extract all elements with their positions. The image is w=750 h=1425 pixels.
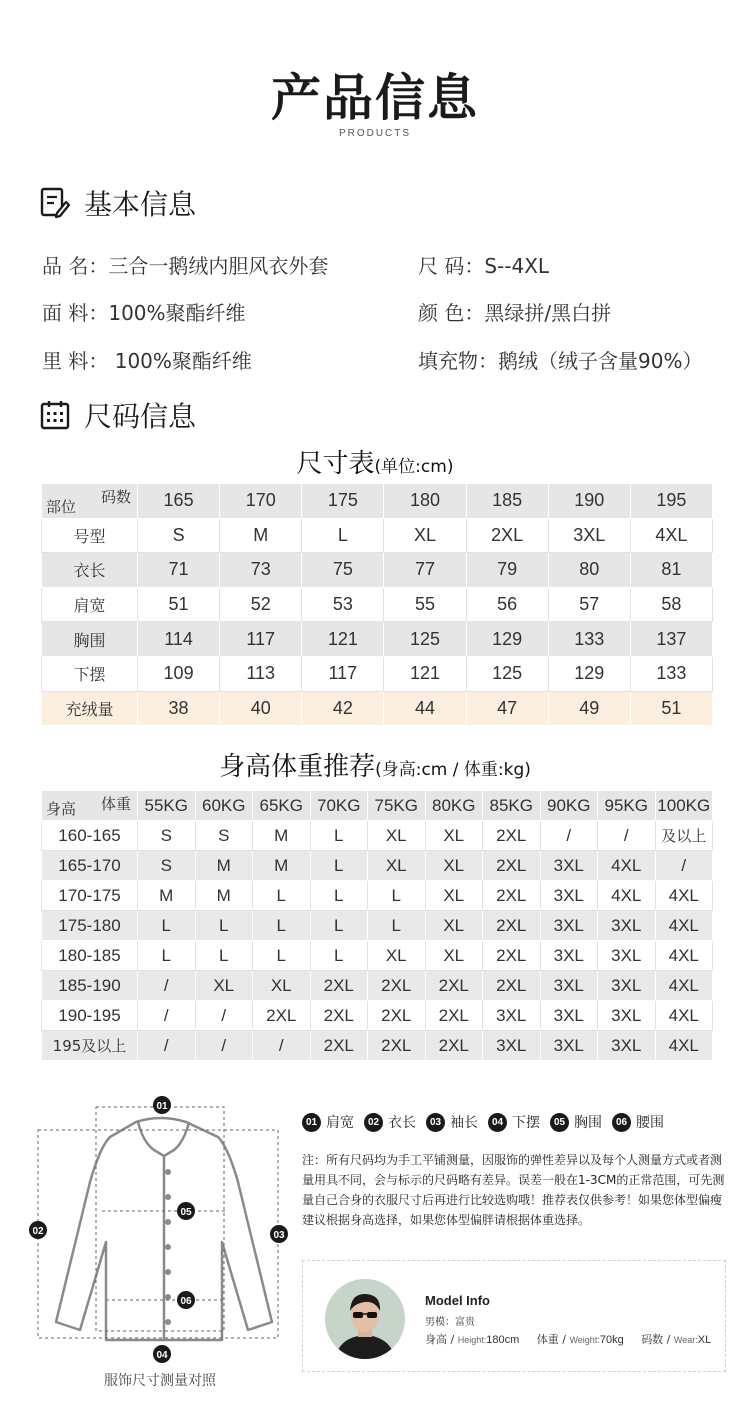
column-header: 180 bbox=[384, 484, 466, 519]
legend-item bbox=[426, 1112, 478, 1132]
table-cell: 80 bbox=[548, 553, 630, 588]
table-cell: L bbox=[253, 881, 311, 911]
table-row bbox=[42, 851, 713, 881]
size-info-heading bbox=[40, 395, 196, 435]
model-size: XL bbox=[697, 1334, 712, 1346]
table-cell: 3XL bbox=[598, 941, 656, 971]
table-cell: 2XL bbox=[310, 971, 368, 1001]
table-cell: 51 bbox=[630, 691, 712, 726]
table-cell: 53 bbox=[302, 587, 384, 622]
table-cell: L bbox=[195, 941, 253, 971]
size-info-title: 尺码信息 bbox=[84, 400, 197, 433]
table-cell: 3XL bbox=[598, 1001, 656, 1031]
model-avatar bbox=[325, 1279, 405, 1359]
table-cell: XL bbox=[368, 851, 426, 881]
recommend-table-header bbox=[42, 791, 713, 821]
table-row bbox=[42, 553, 713, 588]
table-cell: 3XL bbox=[540, 1001, 598, 1031]
table-cell: XL bbox=[425, 821, 483, 851]
legend-label: 胸围 bbox=[574, 1115, 602, 1131]
table-cell: 3XL bbox=[540, 881, 598, 911]
table-cell: / bbox=[138, 1001, 196, 1031]
row-label: 160-165 bbox=[42, 821, 138, 851]
table-cell: S bbox=[138, 821, 196, 851]
model-height: 180cm bbox=[486, 1334, 520, 1346]
table-cell: S bbox=[138, 851, 196, 881]
table-cell: 52 bbox=[220, 587, 302, 622]
measurement-legend bbox=[302, 1112, 664, 1132]
table-cell: 3XL bbox=[598, 911, 656, 941]
table-cell: 2XL bbox=[368, 1001, 426, 1031]
table-cell: XL bbox=[253, 971, 311, 1001]
table-cell: 2XL bbox=[483, 851, 541, 881]
model-info-card bbox=[302, 1260, 726, 1372]
legend-item bbox=[364, 1112, 416, 1132]
table-cell: 4XL bbox=[630, 518, 712, 553]
table-cell: 4XL bbox=[598, 851, 656, 881]
model-size-en: Wear: bbox=[673, 1335, 698, 1345]
basic-info-title: 基本信息 bbox=[84, 188, 197, 221]
table-cell: 117 bbox=[302, 656, 384, 691]
legend-label: 腰围 bbox=[636, 1115, 664, 1131]
table-cell: 49 bbox=[548, 691, 630, 726]
table-cell: M bbox=[253, 821, 311, 851]
table-cell: 4XL bbox=[598, 881, 656, 911]
table-cell: 3XL bbox=[540, 911, 598, 941]
column-header: 185 bbox=[466, 484, 548, 519]
table-cell: 2XL bbox=[483, 881, 541, 911]
table-cell: 2XL bbox=[466, 518, 548, 553]
table-cell: L bbox=[138, 911, 196, 941]
table-cell: L bbox=[253, 911, 311, 941]
row-label: 下摆 bbox=[42, 656, 138, 691]
table-cell: 4XL bbox=[655, 881, 713, 911]
table-cell: 2XL bbox=[425, 1001, 483, 1031]
row-label: 185-190 bbox=[42, 971, 138, 1001]
table-row bbox=[42, 656, 713, 691]
column-header: 90KG bbox=[540, 791, 598, 821]
size-table-title-text: 尺寸表 bbox=[296, 449, 375, 479]
row-label: 180-185 bbox=[42, 941, 138, 971]
table-cell: XL bbox=[425, 851, 483, 881]
table-cell: / bbox=[655, 851, 713, 881]
table-cell: M bbox=[195, 881, 253, 911]
legend-number: 01 bbox=[302, 1113, 321, 1132]
column-header: 100KG bbox=[655, 791, 713, 821]
table-cell: 75 bbox=[302, 553, 384, 588]
legend-number: 03 bbox=[426, 1113, 445, 1132]
column-header: 165 bbox=[138, 484, 220, 519]
table-cell: XL bbox=[384, 518, 466, 553]
table-cell: 4XL bbox=[655, 1031, 713, 1061]
table-cell: 58 bbox=[630, 587, 712, 622]
recommend-unit: (身高:cm / 体重:kg) bbox=[375, 760, 531, 780]
table-cell: 109 bbox=[138, 656, 220, 691]
corner-bottom-label: 部位 bbox=[46, 497, 77, 516]
table-cell: / bbox=[598, 821, 656, 851]
row-label: 190-195 bbox=[42, 1001, 138, 1031]
table-cell: L bbox=[368, 911, 426, 941]
table-cell: 4XL bbox=[655, 911, 713, 941]
table-cell: L bbox=[195, 911, 253, 941]
table-cell: 3XL bbox=[598, 1031, 656, 1061]
table-cell: 77 bbox=[384, 553, 466, 588]
row-label: 衣长 bbox=[42, 553, 138, 588]
size-table bbox=[41, 483, 713, 726]
table-cell: M bbox=[195, 851, 253, 881]
table-row bbox=[42, 881, 713, 911]
person-photo-icon bbox=[325, 1279, 405, 1359]
legend-label: 袖长 bbox=[450, 1115, 478, 1131]
column-header: 95KG bbox=[598, 791, 656, 821]
table-row bbox=[42, 821, 713, 851]
table-cell: / bbox=[195, 1001, 253, 1031]
page-title: 产品信息 bbox=[271, 69, 479, 127]
table-cell: 125 bbox=[466, 656, 548, 691]
table-cell: 121 bbox=[384, 656, 466, 691]
table-cell: 3XL bbox=[540, 1031, 598, 1061]
info-size: 尺 码：S--4XL bbox=[418, 254, 550, 278]
model-height-label: 身高 / bbox=[425, 1333, 458, 1346]
legend-number: 04 bbox=[488, 1113, 507, 1132]
measurement-note: 注：所有尺码均为手工平铺测量，因服饰的弹性差异以及每个人测量方式或者测量用具不同，会与标示的尺码略有差异。误差一般在1-3CM的正常范围，可先测量自己合身的衣服尺寸后再进行比较选购哦！推荐表仅供参考！如果您体型偏瘦建议根据身高选择，如果您体型偏胖请根据体重选择。 bbox=[302, 1153, 725, 1227]
model-weight: 70kg bbox=[599, 1334, 624, 1346]
column-header: 85KG bbox=[483, 791, 541, 821]
marker-03: 03 bbox=[273, 1230, 285, 1241]
legend-number: 06 bbox=[612, 1113, 631, 1132]
table-cell: L bbox=[368, 881, 426, 911]
table-cell: 及以上 bbox=[655, 821, 713, 851]
row-label: 195及以上 bbox=[42, 1031, 138, 1061]
table-row bbox=[42, 941, 713, 971]
column-header: 80KG bbox=[425, 791, 483, 821]
legend-item bbox=[550, 1112, 602, 1132]
size-table-corner bbox=[42, 484, 138, 519]
table-cell: L bbox=[310, 821, 368, 851]
row-label: 胸围 bbox=[42, 622, 138, 657]
corner-top-label: 码数 bbox=[100, 488, 131, 506]
table-cell: 2XL bbox=[368, 1031, 426, 1061]
info-filling: 填充物：鹅绒（绒子含量90%） bbox=[418, 349, 703, 373]
corner-bottom-label: 身高 bbox=[46, 800, 77, 818]
legend-label: 下摆 bbox=[512, 1115, 540, 1131]
table-cell: 133 bbox=[548, 622, 630, 657]
table-cell: 2XL bbox=[425, 1031, 483, 1061]
table-cell: 2XL bbox=[483, 821, 541, 851]
row-label: 165-170 bbox=[42, 851, 138, 881]
table-row bbox=[42, 622, 713, 657]
column-header: 75KG bbox=[368, 791, 426, 821]
row-label: 充绒量 bbox=[42, 691, 138, 726]
table-cell: 2XL bbox=[310, 1031, 368, 1061]
table-cell: / bbox=[253, 1031, 311, 1061]
info-name: 品 名：三合一鹅绒内胆风衣外套 bbox=[42, 254, 329, 278]
table-cell: / bbox=[138, 971, 196, 1001]
table-cell: L bbox=[253, 941, 311, 971]
row-label: 170-175 bbox=[42, 881, 138, 911]
table-cell: 81 bbox=[630, 553, 712, 588]
model-size-label: 码数 / bbox=[641, 1333, 674, 1346]
table-cell: 113 bbox=[220, 656, 302, 691]
legend-item bbox=[302, 1112, 354, 1132]
info-fabric: 面 料：100%聚酯纤维 bbox=[42, 301, 246, 325]
table-cell: 125 bbox=[384, 622, 466, 657]
column-header: 175 bbox=[302, 484, 384, 519]
table-cell: / bbox=[195, 1031, 253, 1061]
table-cell: 38 bbox=[138, 691, 220, 726]
table-cell: 117 bbox=[220, 622, 302, 657]
marker-05: 05 bbox=[180, 1207, 192, 1218]
table-cell: 51 bbox=[138, 587, 220, 622]
row-label: 号型 bbox=[42, 518, 138, 553]
table-cell: XL bbox=[425, 941, 483, 971]
column-header: 170 bbox=[220, 484, 302, 519]
table-cell: 79 bbox=[466, 553, 548, 588]
recommend-title-text: 身高体重推荐 bbox=[219, 752, 376, 782]
model-info-title: Model Info bbox=[425, 1293, 490, 1308]
marker-06: 06 bbox=[180, 1296, 192, 1307]
model-weight-en: Weight: bbox=[569, 1335, 600, 1345]
document-edit-icon bbox=[40, 187, 70, 219]
table-cell: 4XL bbox=[655, 941, 713, 971]
table-row bbox=[42, 971, 713, 1001]
marker-04: 04 bbox=[156, 1350, 168, 1361]
table-cell: 55 bbox=[384, 587, 466, 622]
legend-label: 肩宽 bbox=[326, 1115, 354, 1131]
table-cell: 2XL bbox=[253, 1001, 311, 1031]
model-height-en: Height: bbox=[457, 1335, 487, 1345]
table-cell: 56 bbox=[466, 587, 548, 622]
calendar-icon bbox=[40, 400, 70, 430]
table-cell: 3XL bbox=[483, 1031, 541, 1061]
recommend-title bbox=[0, 746, 750, 783]
table-cell: 2XL bbox=[310, 1001, 368, 1031]
table-cell: 121 bbox=[302, 622, 384, 657]
model-stats bbox=[425, 1331, 725, 1347]
marker-02: 02 bbox=[32, 1226, 44, 1237]
column-header: 195 bbox=[630, 484, 712, 519]
table-cell: S bbox=[138, 518, 220, 553]
table-cell: 129 bbox=[548, 656, 630, 691]
table-cell: L bbox=[310, 851, 368, 881]
row-label: 175-180 bbox=[42, 911, 138, 941]
table-row bbox=[42, 691, 713, 726]
table-cell: 2XL bbox=[483, 971, 541, 1001]
size-table-header bbox=[42, 484, 713, 519]
table-cell: 3XL bbox=[540, 851, 598, 881]
table-cell: 42 bbox=[302, 691, 384, 726]
table-row bbox=[42, 1001, 713, 1031]
table-row bbox=[42, 911, 713, 941]
table-cell: L bbox=[302, 518, 384, 553]
table-cell: 73 bbox=[220, 553, 302, 588]
model-weight-label: 体重 / bbox=[536, 1333, 570, 1346]
marker-01: 01 bbox=[156, 1101, 168, 1112]
table-cell: 47 bbox=[466, 691, 548, 726]
table-cell: 2XL bbox=[368, 971, 426, 1001]
size-table-unit: (单位:cm) bbox=[374, 457, 454, 477]
shirt-measurement-diagram bbox=[26, 1092, 296, 1364]
table-cell: 3XL bbox=[598, 971, 656, 1001]
legend-label: 衣长 bbox=[388, 1115, 416, 1131]
column-header: 190 bbox=[548, 484, 630, 519]
recommend-table-corner bbox=[42, 791, 138, 821]
basic-info-heading bbox=[40, 183, 196, 223]
legend-number: 05 bbox=[550, 1113, 569, 1132]
recommend-table bbox=[41, 790, 713, 1061]
table-cell: XL bbox=[425, 881, 483, 911]
table-cell: 3XL bbox=[540, 971, 598, 1001]
corner-top-label: 体重 bbox=[100, 795, 131, 813]
legend-item bbox=[612, 1112, 664, 1132]
table-cell: 114 bbox=[138, 622, 220, 657]
table-cell: 133 bbox=[630, 656, 712, 691]
table-cell: 57 bbox=[548, 587, 630, 622]
table-row bbox=[42, 587, 713, 622]
table-cell: XL bbox=[368, 941, 426, 971]
page-subtitle: PRODUCTS bbox=[338, 128, 412, 139]
diagram-caption: 服饰尺寸测量对照 bbox=[104, 1373, 216, 1389]
column-header: 55KG bbox=[138, 791, 196, 821]
table-cell: / bbox=[138, 1031, 196, 1061]
table-cell: 4XL bbox=[655, 971, 713, 1001]
info-lining: 里 料： 100%聚酯纤维 bbox=[42, 349, 252, 373]
table-cell: L bbox=[310, 881, 368, 911]
row-label: 肩宽 bbox=[42, 587, 138, 622]
table-row bbox=[42, 518, 713, 553]
table-cell: S bbox=[195, 821, 253, 851]
table-cell: L bbox=[310, 941, 368, 971]
table-cell: M bbox=[138, 881, 196, 911]
legend-number: 02 bbox=[364, 1113, 383, 1132]
column-header: 60KG bbox=[195, 791, 253, 821]
table-cell: 3XL bbox=[548, 518, 630, 553]
table-cell: L bbox=[310, 911, 368, 941]
table-cell: 4XL bbox=[655, 1001, 713, 1031]
table-row bbox=[42, 1031, 713, 1061]
table-cell: 3XL bbox=[540, 941, 598, 971]
table-cell: / bbox=[540, 821, 598, 851]
table-cell: 71 bbox=[138, 553, 220, 588]
size-table-title bbox=[0, 443, 750, 480]
column-header: 70KG bbox=[310, 791, 368, 821]
column-header: 65KG bbox=[253, 791, 311, 821]
table-cell: 2XL bbox=[425, 971, 483, 1001]
table-cell: XL bbox=[425, 911, 483, 941]
table-cell: 3XL bbox=[483, 1001, 541, 1031]
table-cell: 44 bbox=[384, 691, 466, 726]
table-cell: L bbox=[138, 941, 196, 971]
model-name: 男模：富贵 bbox=[425, 1317, 475, 1328]
legend-item bbox=[488, 1112, 540, 1132]
table-cell: XL bbox=[195, 971, 253, 1001]
table-cell: XL bbox=[368, 821, 426, 851]
table-cell: 2XL bbox=[483, 941, 541, 971]
table-cell: 137 bbox=[630, 622, 712, 657]
table-cell: 40 bbox=[220, 691, 302, 726]
table-cell: M bbox=[253, 851, 311, 881]
table-cell: 2XL bbox=[483, 911, 541, 941]
table-cell: M bbox=[220, 518, 302, 553]
info-color: 颜 色：黑绿拼/黑白拼 bbox=[418, 301, 612, 325]
table-cell: 129 bbox=[466, 622, 548, 657]
